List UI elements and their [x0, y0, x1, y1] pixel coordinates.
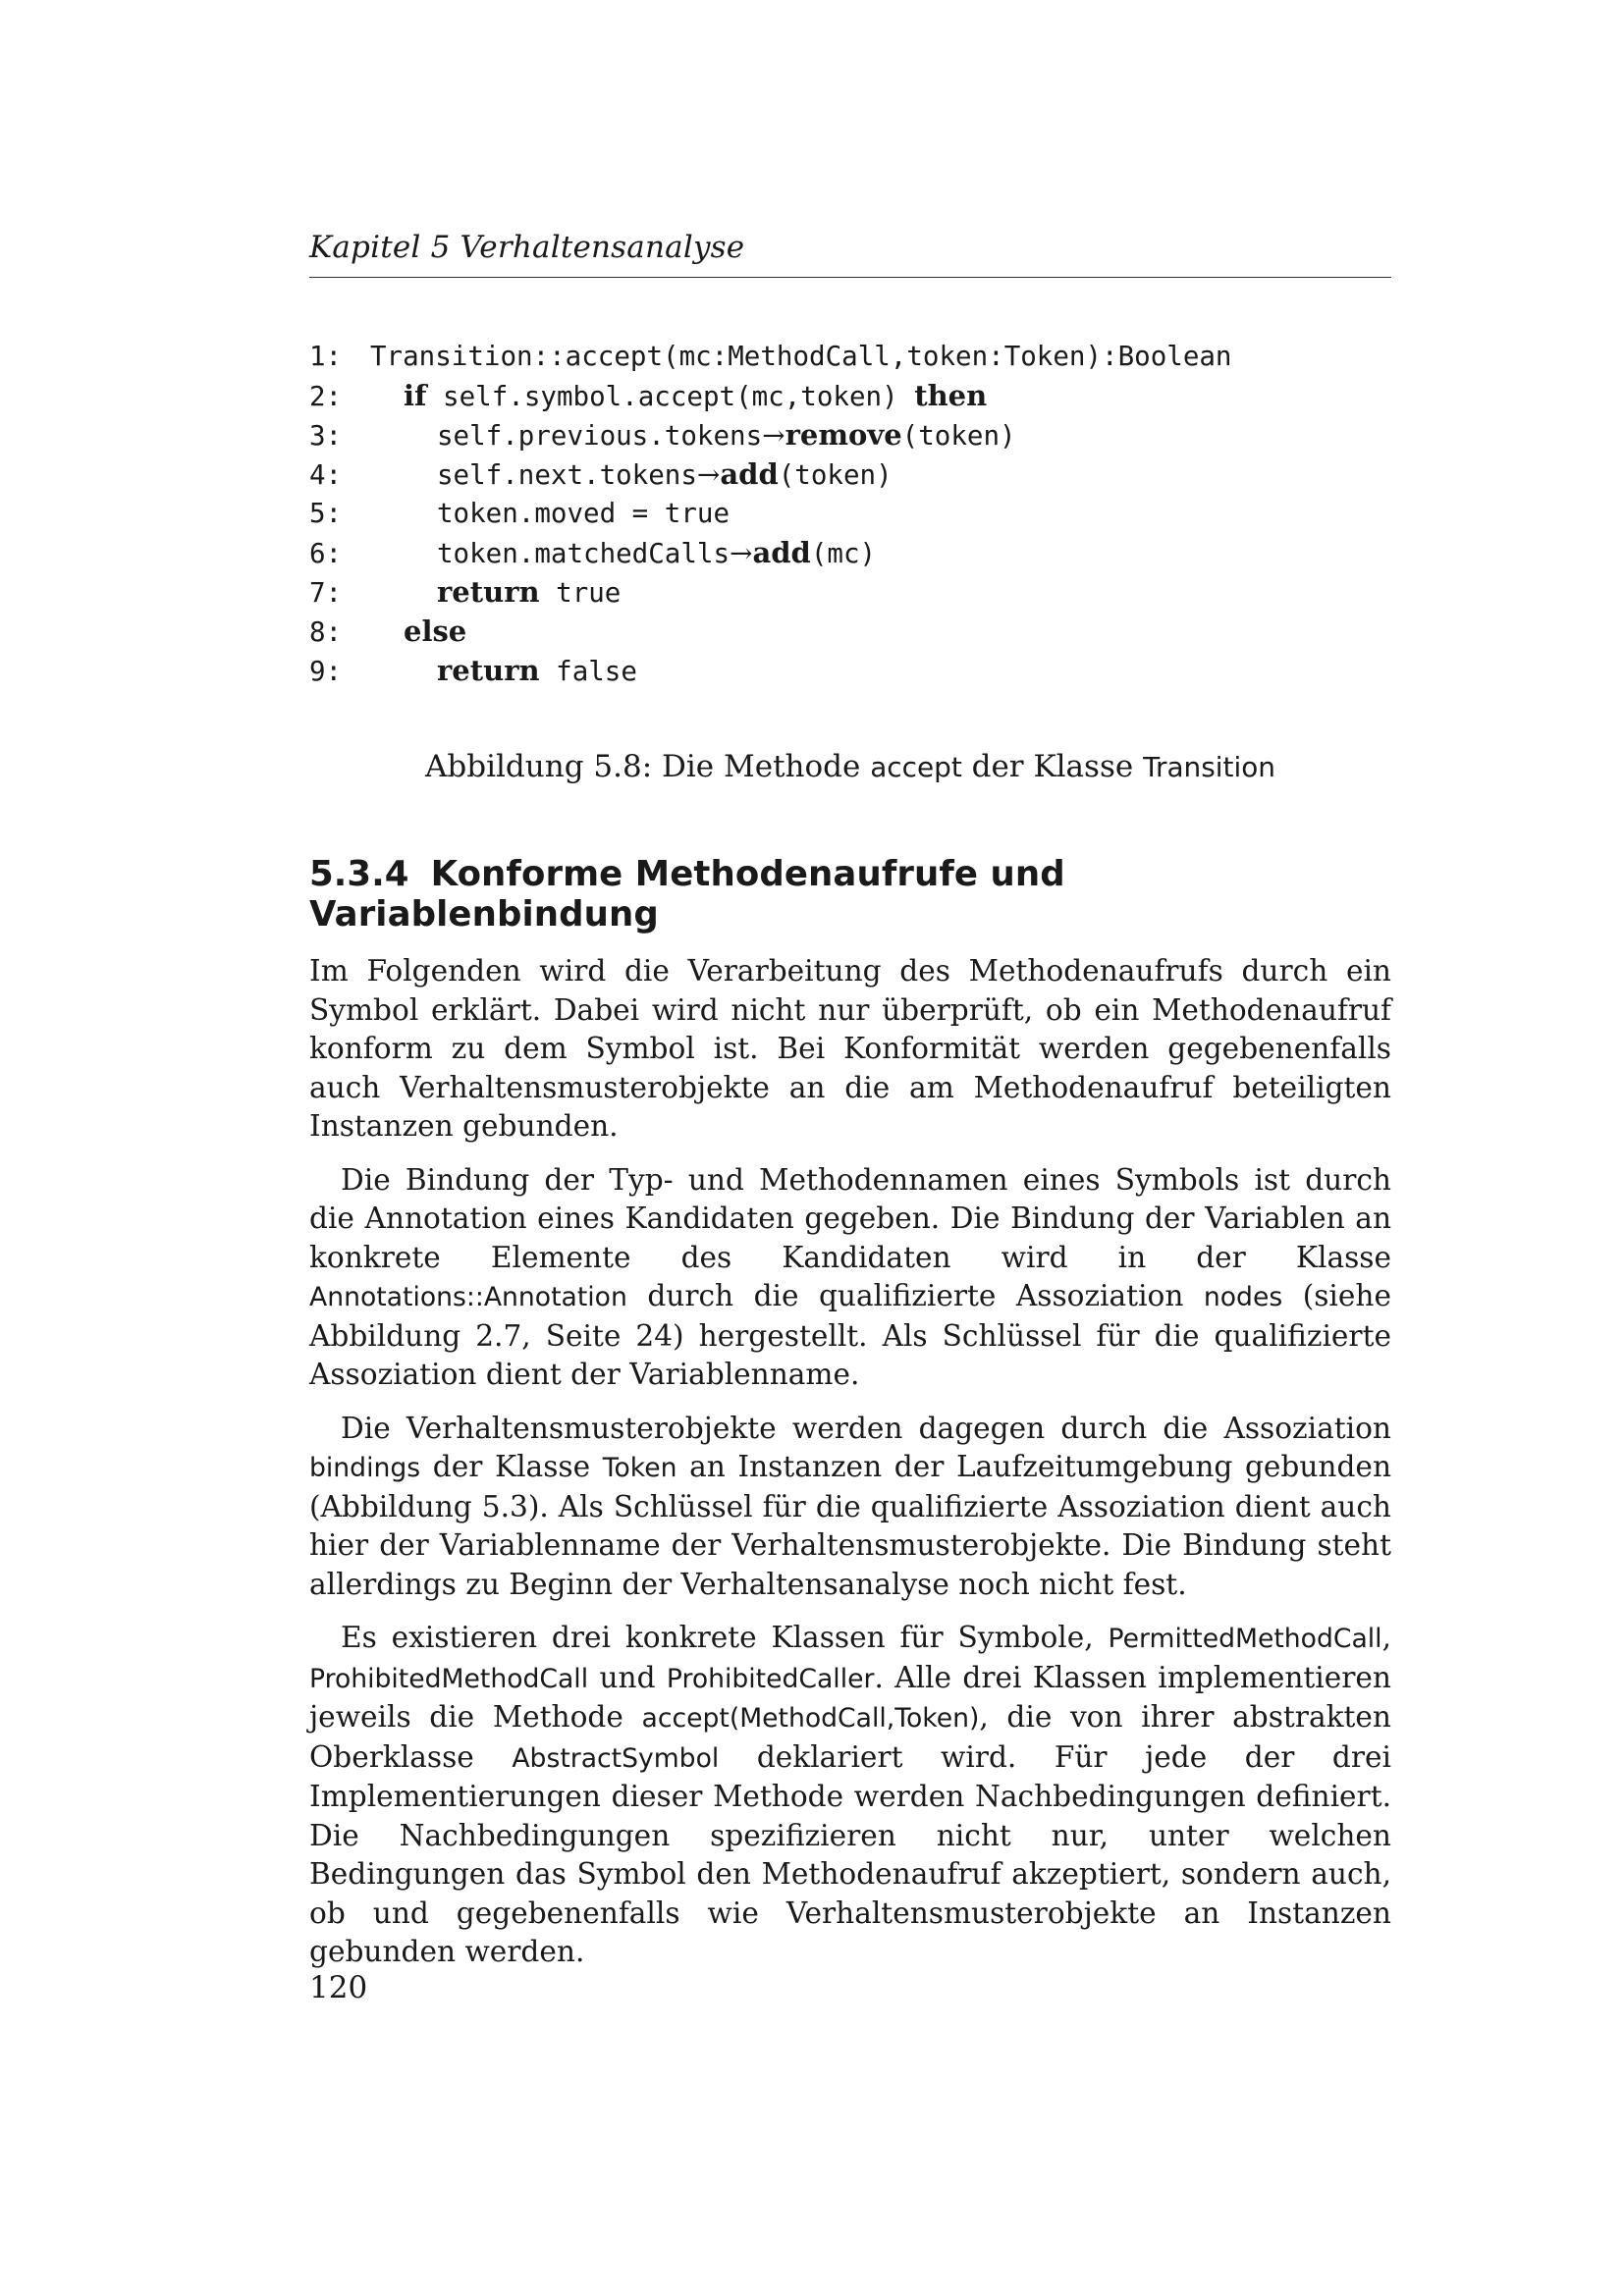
code-text: (token) — [778, 459, 893, 491]
code-listing — [309, 337, 1391, 690]
code-text: self.next.tokens — [437, 459, 697, 491]
code-content — [370, 656, 637, 687]
caption-prefix: Abbildung 5.8: Die Methode — [425, 749, 871, 784]
code-line — [309, 533, 1391, 572]
code-text: true — [539, 577, 622, 609]
line-number: 9: — [309, 656, 343, 687]
paragraph-text: Im Folgenden wird die Verarbeitung des Methodenaufrufs durch ein Symbol erklärt. Dabei wird nicht nur überprüft, ob ein Methodenaufruf konform zu dem Symbol ist. Bei Konformität werden gegebenenfalls auch Verhaltensmusterobjekte an die am Methodenaufruf beteiligten Instanzen gebunden. — [309, 954, 1391, 1143]
identifier: Token — [602, 1453, 677, 1483]
body-text — [309, 952, 1391, 1987]
identifier: PermittedMethodCall — [1108, 1624, 1382, 1654]
code-content — [370, 616, 466, 648]
code-arrow: → — [762, 419, 785, 452]
paragraph-text: . Alle drei Klassen implementieren jeweils die Methode — [309, 1660, 1391, 1734]
caption-method: accept — [870, 751, 962, 783]
code-keyword: return — [437, 654, 540, 687]
code-keyword: remove — [785, 418, 902, 452]
code-content — [370, 577, 621, 609]
section-title: Konforme Methodenaufrufe und Variablenbindung — [309, 854, 1065, 934]
line-number: 5: — [309, 498, 343, 529]
code-text: token.matchedCalls — [437, 538, 731, 569]
code-keyword: add — [720, 457, 779, 491]
paragraph — [309, 1619, 1391, 1972]
section-number: 5.3.4 — [309, 854, 409, 894]
code-text: (mc) — [810, 538, 877, 569]
code-line — [309, 651, 1391, 690]
code-keyword: add — [752, 536, 811, 569]
identifier: nodes — [1203, 1282, 1283, 1312]
code-content — [370, 420, 1016, 452]
paragraph-text: , die von ihrer abstrakten Oberklasse — [309, 1700, 1391, 1774]
paragraph-text: Die Bindung der Typ- und Methodennamen eines Symbols ist durch die Annotation eines Kandidaten gegeben. Die Bindung der Variablen an konkrete Elemente des Kandidaten wird in der Klasse — [309, 1162, 1391, 1274]
code-text: self.symbol.accept(mc,token) — [426, 381, 915, 412]
code-line — [309, 376, 1391, 415]
identifier: Annotations::Annotation — [309, 1282, 627, 1312]
paragraph-text: deklariert wird. Für jede der drei Implementierungen dieser Methode werden Nachbedingungen definiert. Die Nachbedingungen spezifizieren nicht nur, unter welchen Bedingungen das Symbol den Methodenaufruf akzeptiert, sondern auch, ob und gegebenenfalls wie Verhaltensmusterobjekte an Instanzen gebunden werden. — [309, 1739, 1391, 1968]
line-number: 1: — [309, 341, 343, 372]
caption-middle: der Klasse — [961, 749, 1144, 784]
code-content — [370, 498, 730, 529]
code-text: Transition::accept(mc:MethodCall,token:Token):Boolean — [370, 341, 1232, 372]
code-content — [370, 381, 987, 412]
identifier: bindings — [309, 1453, 421, 1483]
line-number: 8: — [309, 616, 343, 648]
code-keyword: else — [404, 614, 467, 648]
caption-class: Transition — [1143, 751, 1275, 783]
line-number: 2: — [309, 381, 343, 412]
paragraph-text: (siehe Abbildung 2.7, Seite 24) hergestellt. Als Schlüssel für die qualifizierte Assoziation dient der Variablenname. — [309, 1279, 1391, 1391]
identifier: ProhibitedCaller — [666, 1663, 875, 1694]
identifier: ProhibitedMethodCall — [309, 1663, 589, 1694]
page-number: 120 — [309, 1970, 368, 2005]
paragraph-text: Es existieren drei konkrete Klassen für Symbole, — [341, 1621, 1109, 1654]
paragraph-text: der Klasse — [420, 1450, 603, 1483]
code-line — [309, 415, 1391, 454]
code-line — [309, 337, 1391, 376]
code-content — [370, 538, 876, 569]
code-text: self.previous.tokens — [437, 420, 763, 452]
paragraph — [309, 1410, 1391, 1605]
line-number: 4: — [309, 459, 343, 491]
code-text: (token) — [901, 420, 1016, 452]
code-arrow: → — [730, 537, 753, 569]
header-rule — [309, 277, 1391, 278]
paragraph-text: Die Verhaltensmusterobjekte werden dagegen durch die Assoziation — [341, 1411, 1391, 1445]
code-keyword: then — [914, 379, 988, 412]
line-number: 6: — [309, 538, 343, 569]
figure-caption — [309, 749, 1391, 784]
identifier: accept(MethodCall,Token) — [641, 1703, 980, 1734]
line-number: 3: — [309, 420, 343, 452]
code-content — [370, 459, 893, 491]
running-head: Kapitel 5 Verhaltensanalyse — [309, 230, 745, 265]
code-keyword: if — [404, 379, 427, 412]
paragraph — [309, 952, 1391, 1147]
code-arrow: → — [696, 458, 721, 491]
code-content — [370, 341, 1232, 372]
paragraph-text: , — [1381, 1621, 1391, 1654]
paragraph-text: und — [588, 1660, 667, 1694]
code-line — [309, 494, 1391, 533]
code-line — [309, 454, 1391, 494]
code-text: token.moved = true — [437, 498, 731, 529]
identifier: AbstractSymbol — [512, 1742, 720, 1774]
code-keyword: return — [437, 575, 540, 609]
section-heading — [309, 854, 1391, 934]
code-line — [309, 612, 1391, 651]
paragraph-text: durch die qualifizierte Assoziation — [626, 1279, 1204, 1312]
line-number: 7: — [309, 577, 343, 609]
code-text: false — [539, 656, 637, 687]
paragraph — [309, 1161, 1391, 1395]
paragraph-text: an Instanzen der Laufzeitumgebung gebunden (Abbildung 5.3). Als Schlüssel für die qualifizierte Assoziation dient auch hier der Variablenname der Verhaltensmusterobjekte. Die Bindung steht allerdings zu Beginn der Verhaltensanalyse noch nicht fest. — [309, 1450, 1392, 1601]
code-line — [309, 572, 1391, 612]
